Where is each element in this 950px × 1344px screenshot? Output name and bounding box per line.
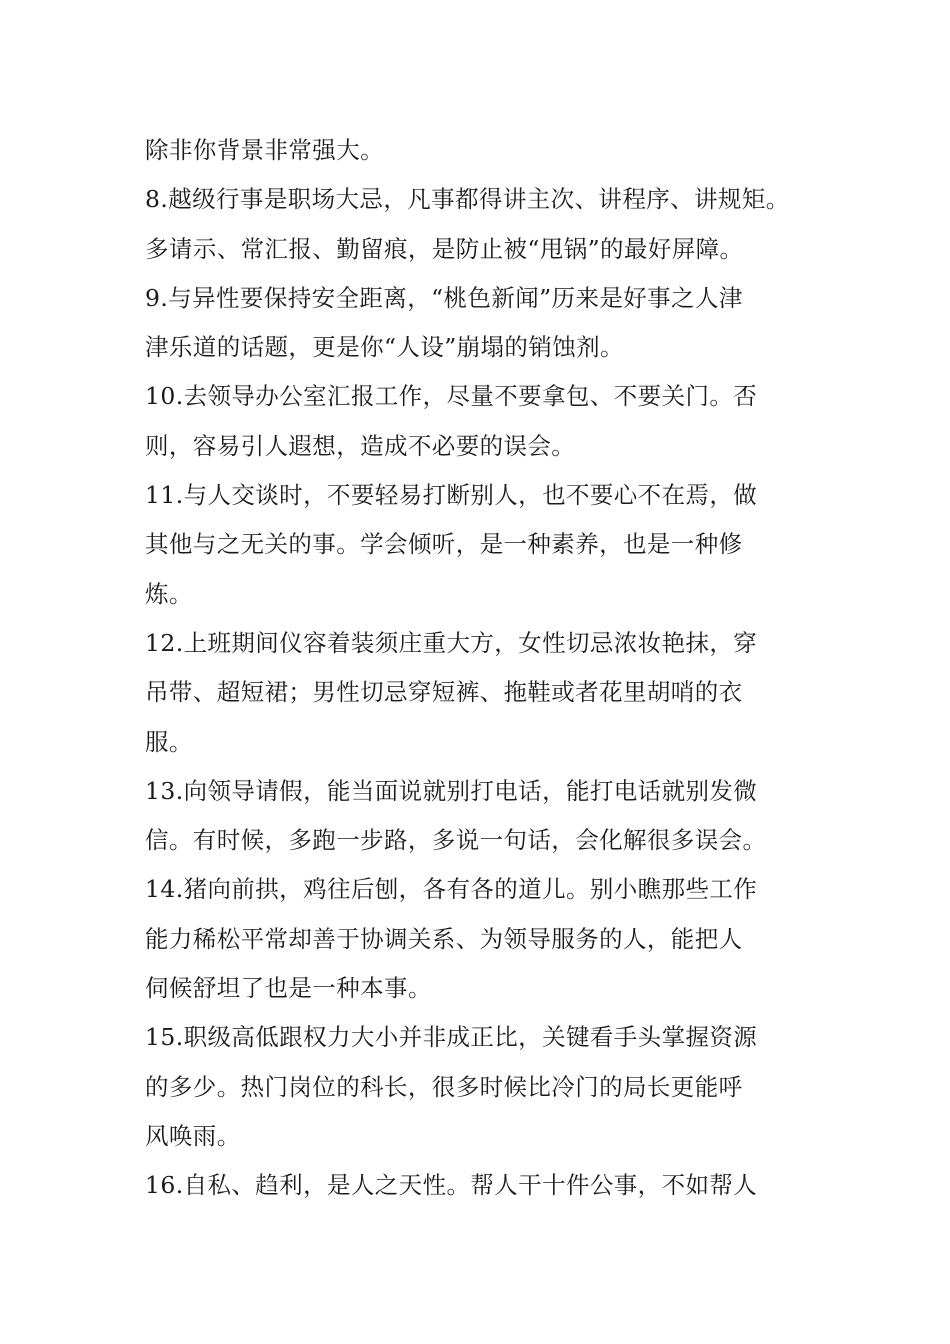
text-line: 10.去领导办公室汇报工作，尽量不要拿包、不要关门。否 xyxy=(145,382,758,411)
text-line: 13.向领导请假，能当面说就别打电话，能打电话就别发微 xyxy=(145,776,758,805)
text-line: 的多少。热门岗位的科长，很多时候比冷门的局长更能呼 xyxy=(145,1072,743,1101)
text-line: 12.上班期间仪容着装须庄重大方，女性切忌浓妆艳抹，穿 xyxy=(145,628,758,657)
text-line: 16.自私、趋利，是人之天性。帮人干十件公事，不如帮人 xyxy=(145,1171,758,1200)
text-line: 则，容易引人遐想，造成不必要的误会。 xyxy=(145,431,576,460)
text-line: 11.与人交谈时，不要轻易打断别人，也不要心不在焉，做 xyxy=(145,481,758,510)
text-line: 风唤雨。 xyxy=(145,1121,241,1150)
body-text xyxy=(145,126,835,1211)
text-line: 9.与异性要保持安全距离，“桃色新闻”历来是好事之人津 xyxy=(145,283,743,312)
text-line: 15.职级高低跟权力大小并非成正比，关键看手头掌握资源 xyxy=(145,1023,758,1052)
text-line: 吊带、超短裙；男性切忌穿短裤、拖鞋或者花里胡哨的衣 xyxy=(145,678,743,707)
text-line: 伺候舒坦了也是一种本事。 xyxy=(145,974,432,1003)
text-line: 能力稀松平常却善于协调关系、为领导服务的人，能把人 xyxy=(145,924,743,953)
text-line: 除非你背景非常强大。 xyxy=(145,136,384,164)
text-line: 多请示、常汇报、勤留痕，是防止被“甩锅”的最好屏障。 xyxy=(145,234,744,263)
text-line: 其他与之无关的事。学会倾听，是一种素养，也是一种修 xyxy=(145,530,743,559)
text-line: 信。有时候，多跑一步路，多说一句话，会化解很多误会。 xyxy=(145,826,767,855)
text-line: 津乐道的话题，更是你“人设”崩塌的销蚀剂。 xyxy=(145,333,624,362)
text-line: 服。 xyxy=(145,727,193,756)
text-line: 炼。 xyxy=(145,579,193,608)
text-line: 8.越级行事是职场大忌，凡事都得讲主次、讲程序、讲规矩。 xyxy=(145,185,790,214)
text-line: 14.猪向前拱，鸡往后刨，各有各的道儿。别小瞧那些工作 xyxy=(145,875,758,904)
